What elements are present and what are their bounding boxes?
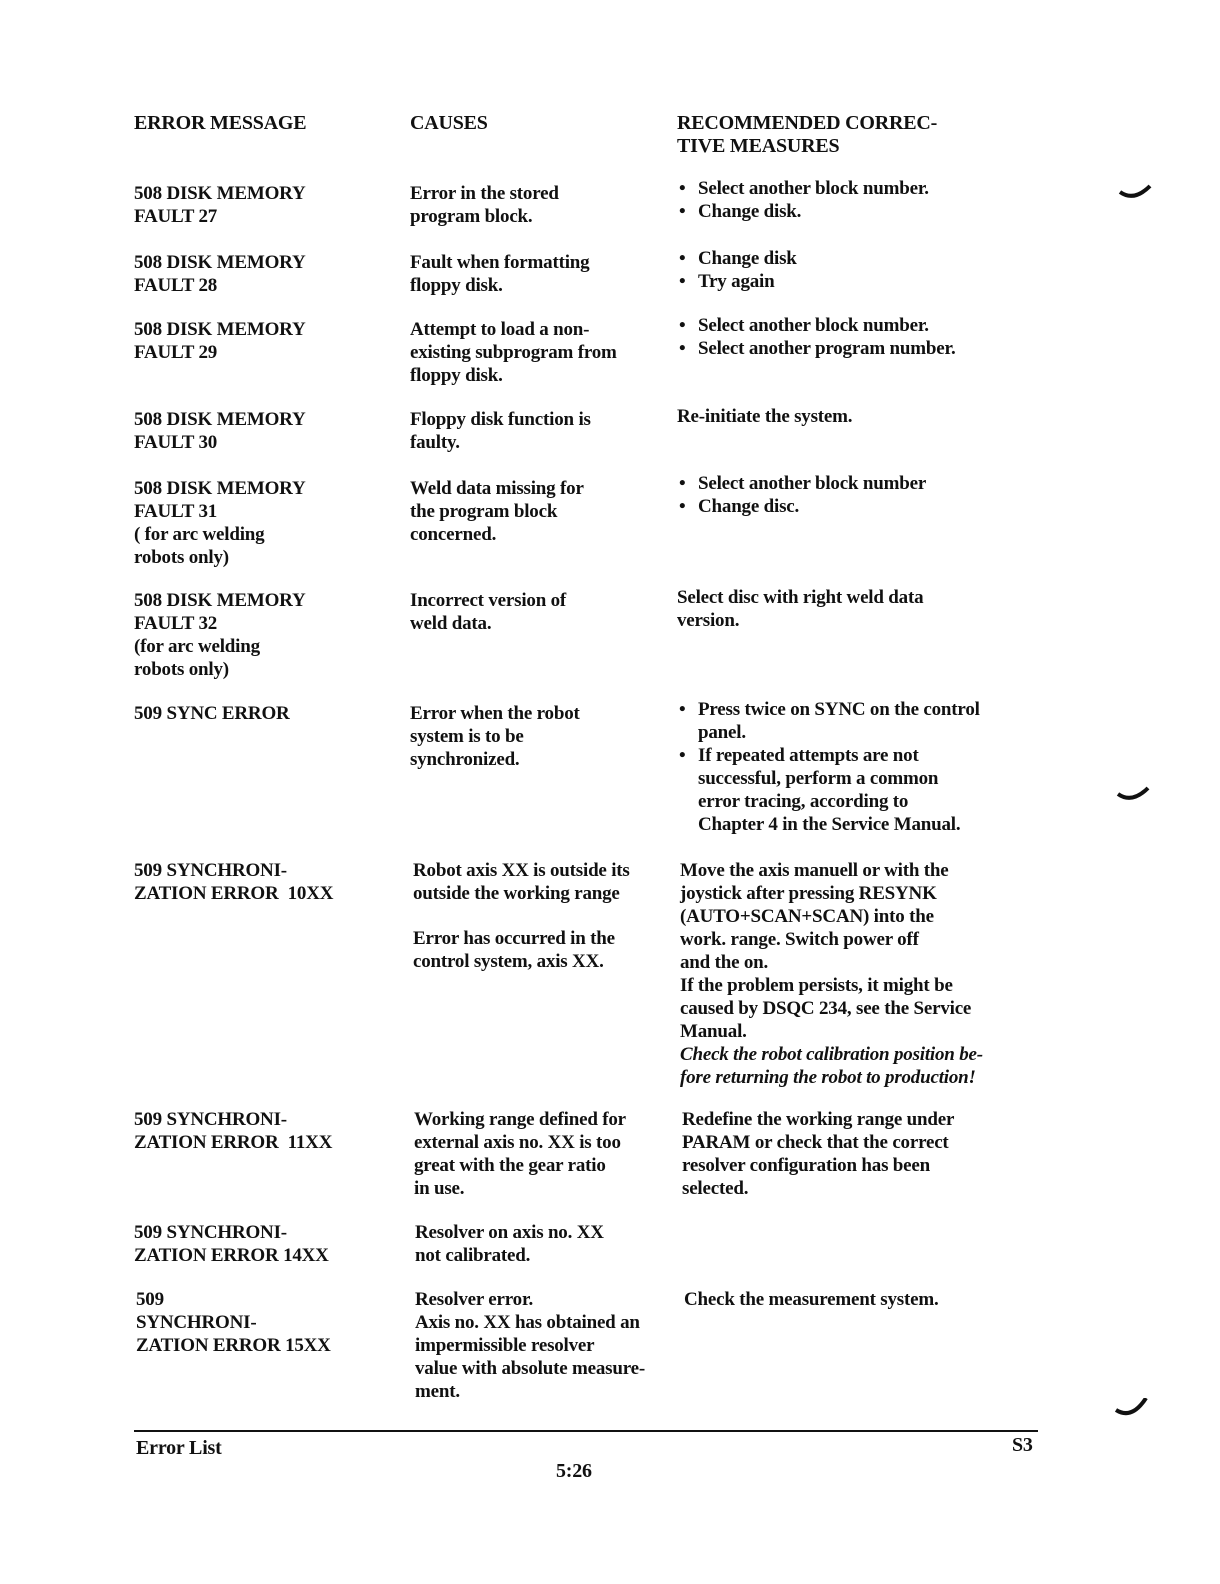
measure-line: Move the axis manuell or with the: [680, 860, 949, 881]
cause-line: Fault when formatting: [410, 252, 590, 273]
cause-line: Resolver on axis no. XX: [415, 1222, 604, 1243]
measure-bullet: • Change disc.: [677, 495, 1037, 518]
error-causes: [410, 318, 670, 387]
message-line: 509 SYNCHRONI-: [134, 1222, 287, 1243]
measure-line: work. range. Switch power off: [680, 929, 919, 950]
cause-line: outside the working range: [413, 883, 620, 904]
cause-line: Attempt to load a non-: [410, 319, 590, 340]
measure-line: • Press twice on SYNC on the control: [698, 699, 980, 720]
cause-line: Resolver error.: [415, 1289, 533, 1310]
message-line: ZATION ERROR 15XX: [136, 1335, 331, 1356]
error-causes: [410, 702, 670, 771]
message-line: 508 DISK MEMORY: [134, 590, 306, 611]
measure-line: If the problem persists, it might be: [680, 975, 953, 996]
cause-line: Working range defined for: [414, 1109, 626, 1130]
cause-line: value with absolute measure-: [415, 1358, 645, 1379]
error-message: [134, 702, 384, 725]
cause-line: Incorrect version of: [410, 590, 567, 611]
measure-line: error tracing, according to: [698, 791, 909, 812]
header-measures-line-1: RECOMMENDED CORREC-: [677, 112, 938, 134]
message-line: ZATION ERROR 11XX: [134, 1132, 333, 1153]
message-line: ( for arc welding: [134, 524, 265, 545]
message-line: 508 DISK MEMORY: [134, 409, 306, 430]
message-line: FAULT 31: [134, 501, 218, 522]
header-error-message: ERROR MESSAGE: [134, 112, 307, 134]
cause-line: ment.: [415, 1381, 460, 1402]
cause-line: Weld data missing for: [410, 478, 584, 499]
cause-line: Error has occurred in the: [413, 928, 615, 949]
message-line: FAULT 29: [134, 342, 218, 363]
message-line: 509 SYNCHRONI-: [134, 1109, 287, 1130]
measure-italic-line: fore returning the robot to production!: [680, 1067, 976, 1088]
message-line: 509: [136, 1289, 164, 1310]
measure-line: (AUTO+SCAN+SCAN) into the: [680, 906, 934, 927]
measure-bullet: [677, 744, 1037, 836]
error-measures: [684, 1288, 1044, 1311]
measure-line: Manual.: [680, 1021, 747, 1042]
header-measures: [677, 112, 937, 158]
measure-bullet: • Try again: [677, 270, 1037, 293]
measure-line: Chapter 4 in the Service Manual.: [698, 814, 961, 835]
cause-line: external axis no. XX is too: [414, 1132, 621, 1153]
cause-line: control system, axis XX.: [413, 951, 604, 972]
error-causes: [410, 477, 670, 546]
measure-line: joystick after pressing RESYNK: [680, 883, 937, 904]
cause-line: program block.: [410, 206, 533, 227]
cause-line: system is to be: [410, 726, 524, 747]
cause-line: weld data.: [410, 613, 492, 634]
message-line: FAULT 28: [134, 275, 218, 296]
message-line: FAULT 32: [134, 613, 218, 634]
error-message: [134, 477, 384, 569]
message-line: FAULT 27: [134, 206, 218, 227]
cause-line: existing subprogram from: [410, 342, 617, 363]
header-measures-line-2: TIVE MEASURES: [677, 135, 840, 157]
error-measures: [677, 405, 1037, 428]
measure-bullet: • Select another block number.: [677, 314, 1037, 337]
measure-line: • If repeated attempts are not: [698, 745, 919, 766]
measure-line: and the on.: [680, 952, 769, 973]
cause-line: synchronized.: [410, 749, 520, 770]
error-causes: [413, 859, 673, 973]
error-message: [134, 182, 384, 228]
error-measures: [677, 247, 1037, 293]
measure-bullet: [677, 698, 1037, 744]
measure-bullet: • Change disk: [677, 247, 1037, 270]
error-measures: [677, 177, 1037, 223]
cause-line: impermissible resolver: [415, 1335, 595, 1356]
cause-line: floppy disk.: [410, 275, 503, 296]
message-line: SYNCHRONI-: [136, 1312, 257, 1333]
footer-section-title: Error List: [136, 1437, 222, 1459]
binder-hole-mark-icon: [1114, 1398, 1150, 1420]
header-causes: CAUSES: [410, 112, 488, 134]
error-measures: [677, 314, 1037, 360]
error-measures: [677, 472, 1037, 518]
measure-line: caused by DSQC 234, see the Service: [680, 998, 972, 1019]
message-line: 508 DISK MEMORY: [134, 478, 306, 499]
message-line: (for arc welding: [134, 636, 260, 657]
error-message: [134, 408, 384, 454]
error-measures: [677, 586, 1037, 632]
measure-line: selected.: [682, 1178, 749, 1199]
footer-section-code: S3: [1012, 1434, 1033, 1456]
error-message: [134, 1108, 384, 1154]
error-message: [134, 251, 384, 297]
cause-line: great with the gear ratio: [414, 1155, 606, 1176]
error-message: [134, 1221, 384, 1267]
measure-line: successful, perform a common: [698, 768, 939, 789]
measure-bullet: • Select another block number.: [677, 177, 1037, 200]
binder-hole-mark-icon: [1116, 786, 1152, 808]
message-line: 508 DISK MEMORY: [134, 319, 306, 340]
measure-bullet: • Change disk.: [677, 200, 1037, 223]
cause-line: not calibrated.: [415, 1245, 531, 1266]
error-measures: [680, 859, 1040, 1089]
page-number: 5:26: [556, 1460, 592, 1482]
measure-bullet: • Select another block number: [677, 472, 1037, 495]
error-causes: [410, 182, 670, 228]
error-causes: [410, 408, 670, 454]
message-line: 508 DISK MEMORY: [134, 252, 306, 273]
measure-italic-line: Check the robot calibration position be-: [680, 1044, 983, 1065]
measure-line: Select disc with right weld data: [677, 587, 924, 608]
error-causes: [415, 1288, 675, 1403]
message-line: 509 SYNC ERROR: [134, 703, 290, 724]
cause-line: Robot axis XX is outside its: [413, 860, 630, 881]
cause-line: Error when the robot: [410, 703, 580, 724]
error-message: [134, 589, 384, 681]
error-message: [134, 859, 384, 905]
binder-hole-mark-icon: [1118, 182, 1154, 204]
error-causes: [410, 251, 670, 297]
cause-line: Axis no. XX has obtained an: [415, 1312, 640, 1333]
message-line: 508 DISK MEMORY: [134, 183, 306, 204]
error-causes: [415, 1221, 675, 1267]
measure-line: Re-initiate the system.: [677, 406, 853, 427]
cause-line: Floppy disk function is: [410, 409, 591, 430]
message-line: FAULT 30: [134, 432, 218, 453]
message-line: 509 SYNCHRONI-: [134, 860, 287, 881]
measure-bullet: • Select another program number.: [677, 337, 1037, 360]
message-line: robots only): [134, 547, 229, 568]
measure-line: PARAM or check that the correct: [682, 1132, 949, 1153]
error-measures: [677, 698, 1037, 836]
cause-line: Error in the stored: [410, 183, 559, 204]
error-causes: [414, 1108, 674, 1200]
error-message: [134, 318, 384, 364]
cause-line: faulty.: [410, 432, 460, 453]
footer-rule: [134, 1430, 1038, 1432]
cause-line: concerned.: [410, 524, 497, 545]
error-message: [136, 1288, 386, 1357]
error-causes: [410, 589, 670, 635]
measure-line: panel.: [698, 722, 746, 743]
measure-line: Redefine the working range under: [682, 1109, 955, 1130]
measure-line: Check the measurement system.: [684, 1289, 939, 1310]
error-measures: [682, 1108, 1042, 1200]
measure-line: resolver configuration has been: [682, 1155, 931, 1176]
measure-line: version.: [677, 610, 740, 631]
cause-line: in use.: [414, 1178, 465, 1199]
message-line: ZATION ERROR 10XX: [134, 883, 334, 904]
cause-line: the program block: [410, 501, 558, 522]
cause-line: floppy disk.: [410, 365, 503, 386]
message-line: ZATION ERROR 14XX: [134, 1245, 329, 1266]
message-line: robots only): [134, 659, 229, 680]
